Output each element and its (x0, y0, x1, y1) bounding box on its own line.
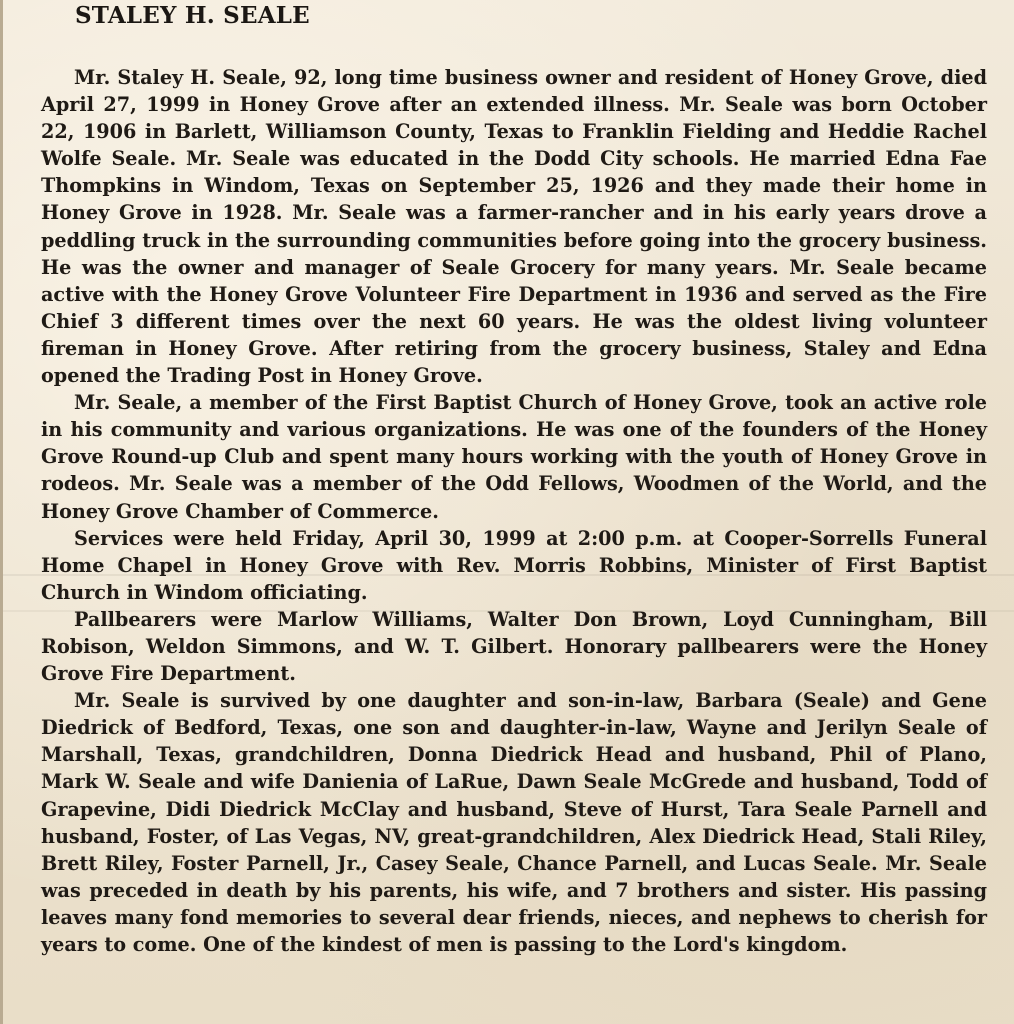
paragraph-community: Mr. Seale, a member of the First Baptist Church of Honey Grove, took an active role in his community and various organizations. He was one of the founders of the Honey Grove Round-up Club and spent many hours working with the youth of Honey Grove in rodeos. Mr. Seale was a member of the Odd Fellows, Woodmen of the World, and the Honey Grove Chamber of Commerce. (41, 391, 987, 523)
paragraph-biography: Mr. Staley H. Seale, 92, long time business owner and resident of Honey Grove, died April 27, 1999 in Honey Grove after an extended illness. Mr. Seale was born October 22, 1906 in Barlett, Williamson County, Texas to Franklin Fielding and Heddie Rachel Wolfe Seale. Mr. Seale was educated in the Dodd City schools. He married Edna Fae Thompkins in Windom, Texas on September 25, 1926 and they made their home in Honey Grove in 1928. Mr. Seale was a farmer-rancher and in his early years drove a peddling truck in the surrounding communities before going into the grocery business. He was the owner and manager of Seale Grocery for many years. Mr. Seale became active with the Honey Grove Volunteer Fire Department in 1936 and served as the Fire Chief 3 different times over the next 60 years. He was the oldest living volunteer fireman in Honey Grove. After retiring from the grocery business, Staley and Edna opened the Trading Post in Honey Grove. (41, 66, 987, 388)
paragraph-survivors: Mr. Seale is survived by one daughter and son-in-law, Barbara (Seale) and Gene Diedrick of Bedford, Texas, one son and daughter-in-law, Wayne and Jerilyn Seale of Marshall, Texas, grandchildren, Donna Diedrick Head and husband, Phil of Plano, Mark W. Seale and wife Danienia of LaRue, Dawn Seale McGrede and husband, Todd of Grapevine, Didi Diedrick McClay and husband, Steve of Hurst, Tara Seale Parnell and husband, Foster, of Las Vegas, NV, great-grandchildren, Alex Diedrick Head, Stali Riley, Brett Riley, Foster Parnell, Jr., Casey Seale, Chance Parnell, and Lucas Seale. Mr. Seale was preceded in death by his parents, his wife, and 7 brothers and sister. His passing leaves many fond memories to several dear friends, nieces, and nephews to cherish for years to come. One of the kindest of men is passing to the Lord's kingdom. (41, 689, 987, 956)
paragraph-pallbearers: Pallbearers were Marlow Williams, Walter Don Brown, Loyd Cunningham, Bill Robison, Weldon Simmons, and W. T. Gilbert. Honorary pallbearers were the Honey Grove Fire Department. (41, 607, 987, 686)
obituary-headline: STALEY H. SEALE (75, 2, 310, 29)
paragraph-services: Services were held Friday, April 30, 1999 at 2:00 p.m. at Cooper-Sorrells Funeral Home Chapel in Honey Grove with Rev. Morris Robbins, Minister of First Baptist Church in Windom officiating. (41, 526, 987, 604)
obituary-body (41, 64, 987, 958)
